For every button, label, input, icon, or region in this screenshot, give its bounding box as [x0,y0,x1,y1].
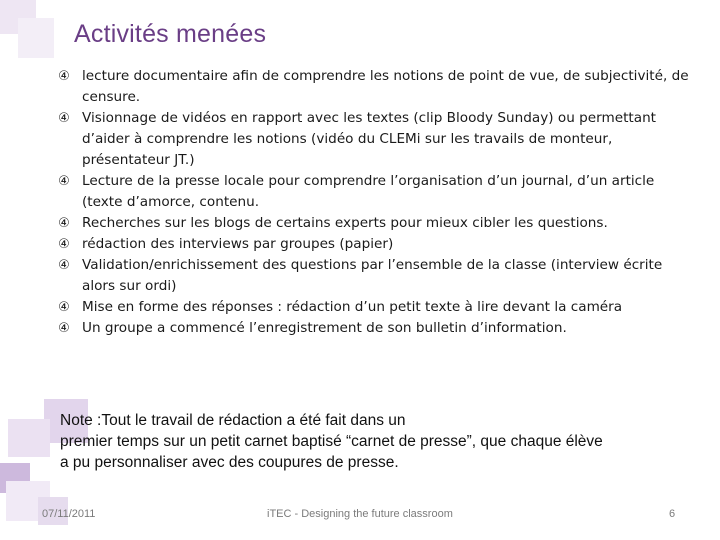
footer-title: iTEC - Designing the future classroom [267,508,453,520]
bullet-item [54,171,694,213]
note-line: a pu personnaliser avec des coupures de presse. [60,454,399,471]
bullet-text: Validation/enrichissement des questions par l’ensemble de la classe (interview écrite alors sur ordi) [82,257,663,294]
bullet-item [54,234,694,255]
bullet-item [54,66,694,108]
bullet-text: lecture documentaire afin de comprendre les notions de point de vue, de subjectivité, de censure. [82,68,689,105]
bullet-icon: ④ [58,300,70,315]
note-line: premier temps sur un petit carnet baptisé “carnet de presse”, que chaque élève [60,433,603,450]
bullet-text: Visionnage de vidéos en rapport avec les textes (clip Bloody Sunday) ou permettant d’aider à comprendre les notions (vidéo du CLEMi sur les travails de monteur, présentateur JT.) [82,110,657,168]
bullet-icon: ④ [58,69,70,84]
bullet-icon: ④ [58,111,70,126]
bullet-text: Lecture de la presse locale pour comprendre l’organisation d’un journal, d’un article (texte d’amorce, contenu. [82,173,655,210]
note-line: Note :Tout le travail de rédaction a été fait dans un [60,412,406,429]
bullet-icon: ④ [58,237,70,252]
bullet-text: rédaction des interviews par groupes (papier) [82,236,394,252]
bullet-text: Mise en forme des réponses : rédaction d’un petit texte à lire devant la caméra [82,299,623,315]
bullet-text: Recherches sur les blogs de certains experts pour mieux cibler les questions. [82,215,608,231]
bullet-icon: ④ [58,321,70,336]
bullet-item [54,213,694,234]
bullet-text: Un groupe a commencé l’enregistrement de son bulletin d’information. [82,320,567,336]
footer-page-number: 6 [669,508,676,520]
bullet-item [54,108,694,171]
bullet-icon: ④ [58,174,70,189]
bullet-item [54,318,694,339]
slide-title: Activités menées [74,20,267,48]
bullet-item [54,255,694,297]
bullet-icon: ④ [58,216,70,231]
note-paragraph [60,410,710,473]
bullet-icon: ④ [58,258,70,273]
footer-date: 07/11/2011 [42,508,96,520]
bullet-list [54,66,694,339]
bullet-item [54,297,694,318]
